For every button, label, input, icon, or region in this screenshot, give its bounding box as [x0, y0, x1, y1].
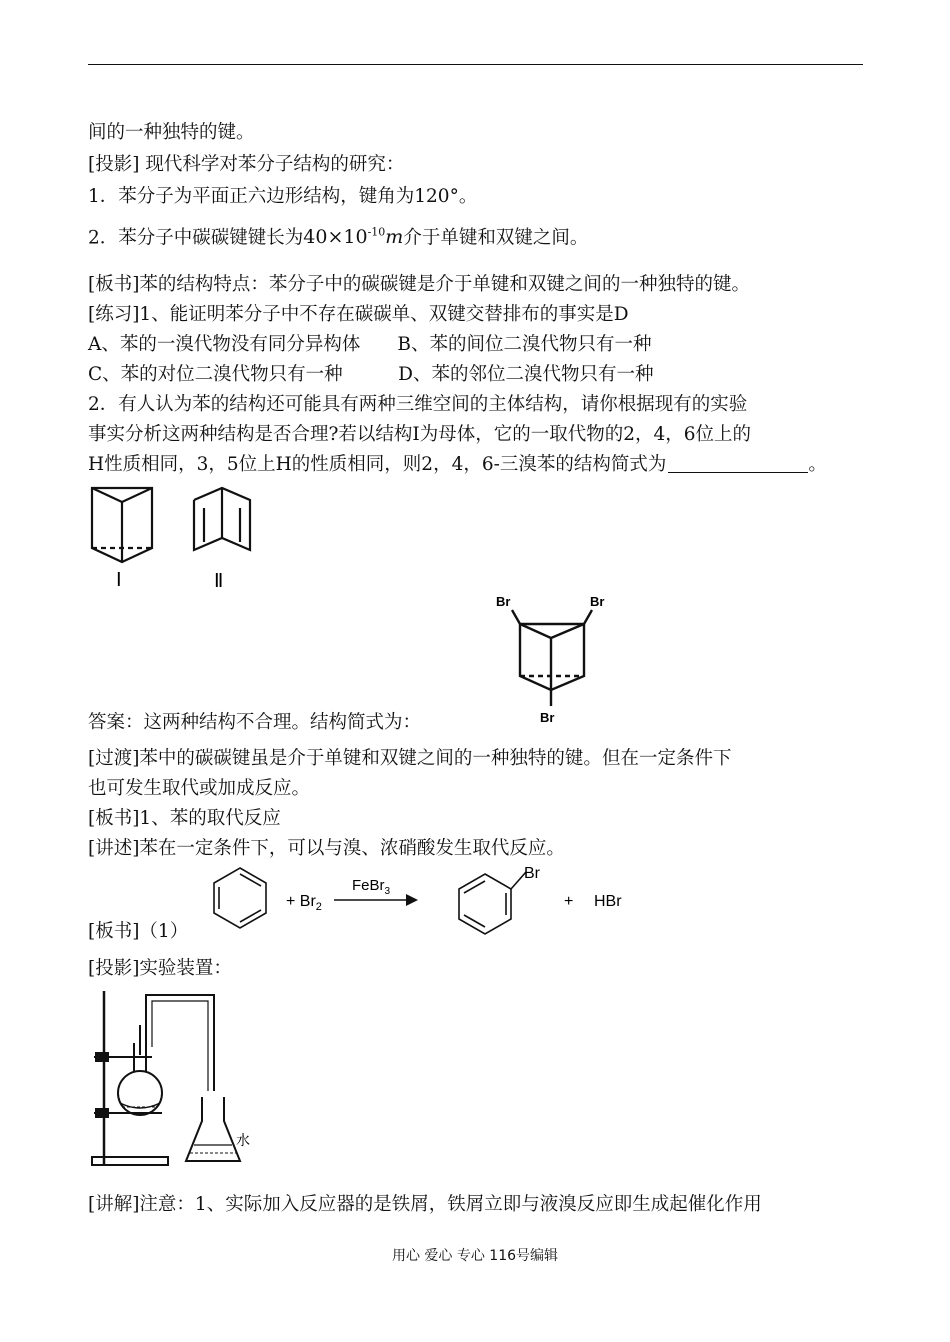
text-line: 事实分析这两种结构是否合理?若以结构Ⅰ为母体，它的一取代物的2，4，6位上的 [88, 424, 752, 445]
product-substituent: Br [524, 865, 540, 882]
structure-label-1: Ⅰ [116, 570, 122, 591]
text-segment: 。 [808, 454, 827, 475]
catalyst-text: FeBr$_3$ [352, 877, 391, 897]
text-line: 2．有人认为苯的结构还可能具有两种三维空间的主体结构，请你根据现有的实验 [88, 394, 748, 415]
text-segment: H性质相同，3，5位上H的性质相同，则2，4，6-三溴苯的结构简式为 [88, 454, 667, 475]
text-line: [投影] 现代科学对苯分子结构的研究： [88, 154, 405, 175]
text-line: [练习]1、能证明苯分子中不存在碳碳单、双键交替排布的事实是D [88, 304, 629, 325]
answer-blank [668, 454, 808, 473]
text-line: [板书]1、苯的取代反应 [88, 808, 281, 829]
br-label-right: Br [590, 594, 605, 609]
text-line: [过渡]苯中的碳碳键虽是介于单键和双键之间的一种独特的键。但在一定条件下 [88, 748, 732, 769]
text-line: [板书]（1） [88, 921, 189, 942]
formula-times: ×10 [327, 226, 368, 249]
reagent-text: + $Br_2$ [286, 893, 322, 913]
text-line: 间的一种独特的键。 [88, 122, 255, 143]
text-line: [讲述]苯在一定条件下，可以与溴、浓硝酸发生取代反应。 [88, 838, 565, 859]
formula-exponent: -10 [367, 226, 386, 239]
header-rule [88, 64, 863, 65]
text-line: 也可发生取代或加成反应。 [88, 778, 311, 799]
br-label-left: Br [496, 594, 511, 609]
text-line: [投影]实验装置： [88, 958, 232, 979]
structure-label-2: Ⅱ [214, 571, 224, 592]
text-line-bond-length [88, 221, 588, 250]
bromination-reaction-figure [210, 860, 640, 942]
formula-number: 40 [303, 226, 328, 249]
text-segment: 介于单键和双键之间。 [403, 227, 589, 249]
prism-structures-figure [80, 480, 280, 595]
text-line: A、苯的一溴代物没有同分异构体 B、苯的间位二溴代物只有一种 [88, 334, 652, 355]
plus-sign: + [564, 893, 574, 910]
text-line: [讲解]注意：1、实际加入反应器的是铁屑，铁屑立即与液溴反应即生成起催化作用 [88, 1194, 762, 1215]
br-label-bottom: Br [540, 710, 555, 725]
text-line: 答案：这两种结构不合理。结构简式为： [88, 712, 422, 733]
page-footer: 用心 爱心 专心 116号编辑 [391, 1248, 559, 1264]
formula [303, 226, 403, 248]
arrow-head [406, 894, 418, 906]
experiment-apparatus-figure [82, 985, 282, 1175]
byproduct-text: HBr [594, 893, 622, 910]
text-segment: 2．苯分子中碳碳键键长为 [88, 227, 304, 249]
text-line-question [88, 453, 827, 477]
water-label: 水 [236, 1133, 250, 1149]
text-line: 1．苯分子为平面正六边形结构，键角为120°。 [88, 186, 478, 207]
tribromo-prism-figure [490, 590, 620, 730]
text-line: C、苯的对位二溴代物只有一种 D、苯的邻位二溴代物只有一种 [88, 364, 654, 385]
formula-unit: m [385, 226, 404, 249]
text-line: [板书]苯的结构特点：苯分子中的碳碳键是介于单键和双键之间的一种独特的键。 [88, 274, 750, 295]
